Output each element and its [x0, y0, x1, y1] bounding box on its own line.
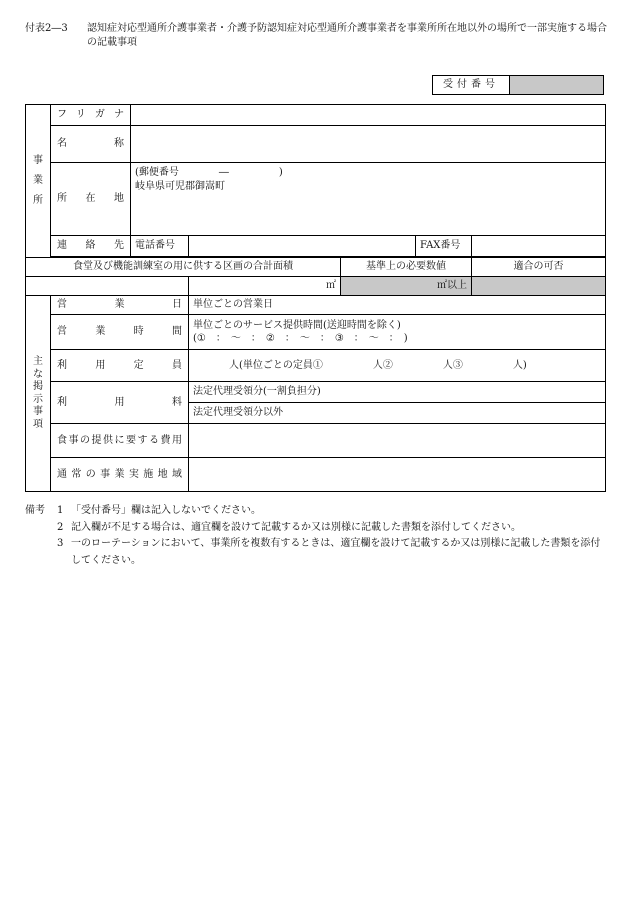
required-value-field	[341, 277, 472, 296]
posted-items-section-label: 主 な 掲 示 事 項	[26, 296, 51, 492]
notes-section	[25, 503, 605, 569]
note-item: 1 「受付番号」欄は記入しないでください。	[57, 505, 261, 516]
note-item: 2 記入欄が不足する場合は、適宜欄を設けて記載するか又は別様に記載した書類を添付してください。	[57, 521, 521, 533]
business-days-label: 営 業 日	[51, 296, 189, 315]
service-area-field[interactable]	[189, 458, 606, 492]
application-form-table	[25, 104, 606, 492]
phone-field[interactable]	[189, 236, 416, 257]
form-title-text: 認知症対応型通所介護事業者・介護予防認知症対応型通所介護事業者を事業所所在地以外の場所で一部実施する場合の記載事項	[87, 23, 607, 48]
contact-label: 連 絡 先	[51, 236, 131, 257]
required-value-label: 基準上の必要数値	[341, 258, 472, 277]
service-area-label: 通常の事業実施地域	[51, 458, 189, 492]
business-hours-line-1: 単位ごとのサービス提供時間(送迎時間を除く)	[193, 319, 401, 331]
business-hours-field[interactable]	[189, 315, 606, 350]
note-item: 3 一のローテーションにおいて、事業所を複数有するときは、適宜欄を設けて記載するか又は別様に記載した書類を添付してください。	[57, 538, 601, 566]
phone-label: 電話番号	[131, 236, 189, 257]
meal-cost-field[interactable]	[189, 424, 606, 458]
note-text: 一のローテーションにおいて、事業所を複数有するときは、適宜欄を設けて記載するか又は別様に記載した書類を添付してください。	[71, 538, 601, 566]
fax-label: FAX番号	[416, 236, 472, 257]
office-section-label: 事 業 所	[26, 105, 51, 258]
capacity-field[interactable]: 人(単位ごとの定員① 人② 人③ 人)	[189, 350, 606, 382]
capacity-label: 利 用 定 員	[51, 350, 189, 382]
form-number: 付表2―3	[25, 23, 68, 34]
meal-cost-label: 食事の提供に要する費用	[51, 424, 189, 458]
required-unit: ㎡以上	[437, 280, 467, 292]
furigana-label: フリガナ	[51, 105, 131, 126]
area-unit: ㎡	[326, 280, 336, 292]
business-hours-line-2: (① ： ～ ： ② ： ～ ： ③ ： ～ ： )	[193, 333, 408, 344]
fee-label: 利 用 料	[51, 382, 189, 424]
fee-uninsured-field[interactable]: 法定代理受領分以外	[189, 403, 606, 424]
compliance-label: 適合の可否	[472, 258, 606, 277]
business-days-field[interactable]: 単位ごとの営業日	[189, 296, 606, 315]
office-name-field[interactable]	[131, 126, 606, 163]
address-value: 岐阜県可児郡御嵩町	[135, 180, 225, 192]
dining-area-field[interactable]	[189, 277, 341, 296]
note-text: 「受付番号」欄は記入しないでください。	[71, 505, 261, 516]
dining-area-label: 食堂及び機能訓練室の用に供する区画の合計面積	[26, 258, 341, 277]
compliance-field	[472, 277, 606, 296]
business-hours-label: 営 業 時 間	[51, 315, 189, 350]
receipt-number-box	[432, 75, 604, 95]
postal-code-label: (郵便番号 ― )	[135, 167, 283, 178]
receipt-number-label: 受付番号	[433, 76, 510, 94]
address-label: 所 在 地	[51, 163, 131, 236]
dining-area-blank	[26, 277, 189, 296]
notes-heading: 備考	[25, 505, 45, 516]
office-name-label: 名 称	[51, 126, 131, 163]
fee-insured-field[interactable]: 法定代理受領分(一割負担分)	[189, 382, 606, 403]
receipt-number-field[interactable]	[510, 76, 603, 94]
address-field[interactable]	[131, 163, 606, 236]
fax-field[interactable]	[472, 236, 606, 257]
note-text: 記入欄が不足する場合は、適宜欄を設けて記載するか又は別様に記載した書類を添付してください。	[71, 521, 521, 533]
furigana-field[interactable]	[131, 105, 606, 126]
